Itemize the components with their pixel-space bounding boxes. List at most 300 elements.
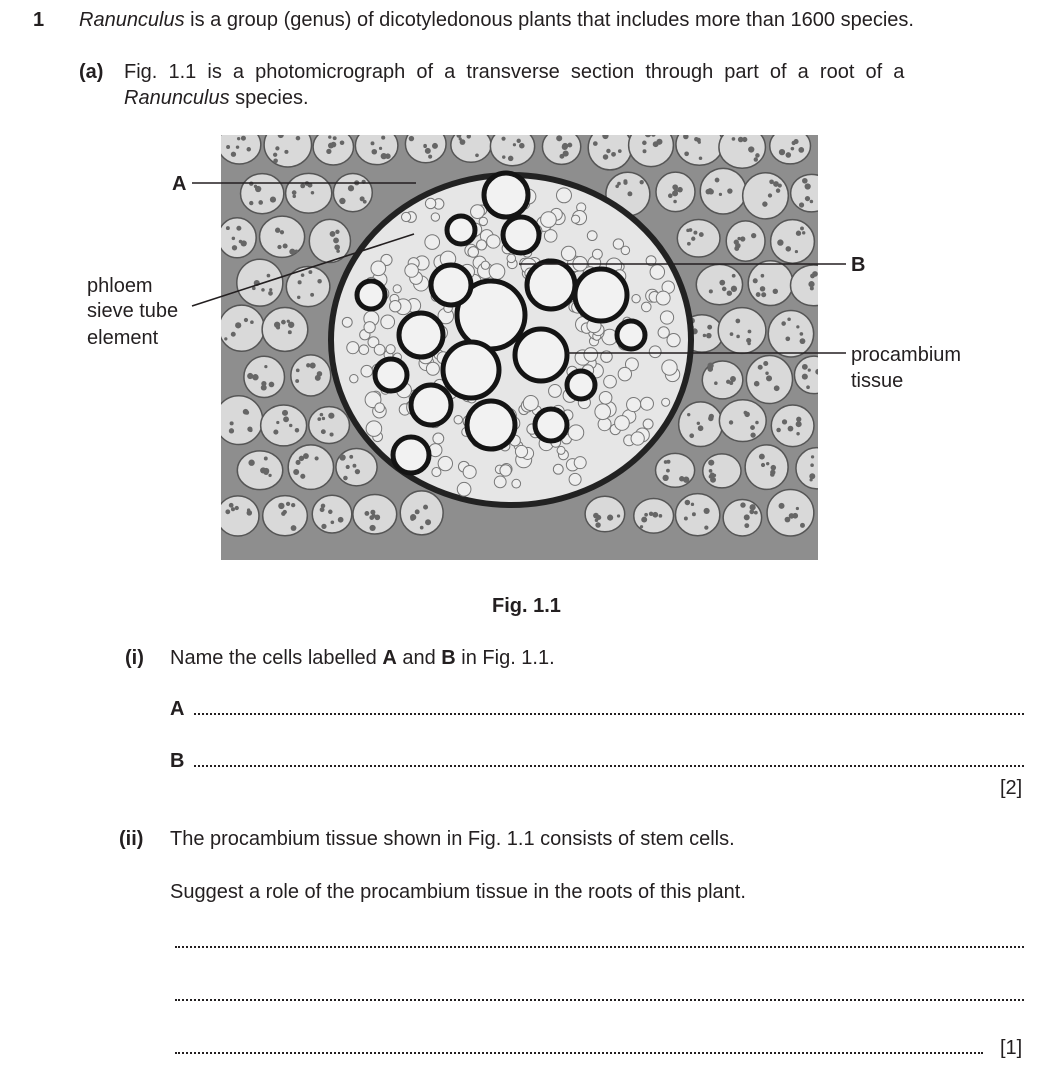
small-cell — [627, 398, 641, 412]
starch-grain — [802, 374, 808, 380]
starch-grain — [607, 515, 613, 521]
starch-grain — [340, 140, 345, 145]
answer-line-a[interactable] — [194, 713, 1024, 715]
starch-grain — [798, 147, 804, 153]
starch-grain — [379, 147, 382, 150]
starch-grain — [336, 249, 340, 253]
starch-grain — [684, 151, 689, 156]
small-cell — [366, 421, 382, 437]
cortex-cell — [263, 496, 308, 536]
starch-grain — [268, 291, 273, 296]
starch-grain — [699, 157, 703, 161]
starch-grain — [252, 287, 256, 291]
starch-grain — [786, 246, 792, 252]
starch-grain — [415, 509, 420, 514]
starch-grain — [425, 148, 431, 154]
starch-grain — [362, 180, 366, 184]
starch-grain — [459, 137, 462, 140]
starch-grain — [761, 463, 765, 467]
starch-grain — [595, 518, 599, 522]
answer-a-label: A — [170, 698, 185, 720]
starch-grain — [736, 335, 740, 339]
starch-grain — [296, 460, 301, 465]
part-ii-line1: The procambium tissue shown in Fig. 1.1 consists of stem cells. — [170, 828, 735, 850]
starch-grain — [642, 141, 647, 146]
starch-grain — [785, 336, 790, 341]
starch-grain — [283, 416, 289, 422]
part-a-line2 — [124, 86, 309, 110]
starch-grain — [567, 143, 572, 148]
small-cell — [572, 215, 580, 223]
xylem-vessel — [443, 342, 499, 398]
starch-grain — [740, 236, 745, 241]
xylem-vessel — [399, 313, 443, 357]
starch-grain — [809, 473, 815, 479]
starch-grain — [808, 369, 811, 372]
starch-grain — [808, 281, 814, 287]
starch-grain — [693, 231, 697, 235]
small-cell — [463, 465, 476, 478]
small-cell — [618, 367, 631, 380]
starch-grain — [792, 513, 798, 519]
starch-grain — [698, 141, 701, 144]
starch-grain — [643, 149, 647, 153]
starch-grain — [423, 505, 428, 510]
xylem-vessel — [411, 385, 451, 425]
starch-grain — [425, 519, 431, 525]
small-cell — [371, 261, 386, 276]
xylem-vessel — [393, 437, 429, 473]
starch-grain — [508, 156, 513, 161]
part-a-label: (a) — [79, 61, 104, 83]
starch-grain — [229, 503, 234, 508]
starch-grain — [232, 237, 235, 240]
starch-grain — [241, 136, 246, 141]
starch-grain — [653, 141, 659, 147]
small-cell — [386, 345, 395, 354]
starch-grain — [252, 374, 258, 380]
cortex-cell — [237, 451, 282, 490]
starch-grain — [750, 425, 755, 430]
small-cell — [342, 317, 352, 327]
label-phloem-line1: phloem — [87, 275, 153, 297]
xylem-vessel — [467, 401, 515, 449]
starch-grain — [296, 136, 301, 141]
starch-grain — [692, 512, 696, 516]
label-phloem-line3: element — [87, 327, 159, 349]
starch-grain — [714, 381, 718, 385]
starch-grain — [800, 226, 804, 230]
starch-grain — [247, 373, 253, 379]
starch-grain — [303, 453, 309, 459]
starch-grain — [231, 152, 236, 157]
starch-grain — [796, 417, 801, 422]
small-cell — [487, 235, 500, 248]
starch-grain — [260, 467, 266, 473]
xylem-vessel — [515, 329, 567, 381]
cortex-cell — [767, 489, 814, 536]
cortex-cell — [726, 221, 765, 261]
cortex-cell — [288, 445, 333, 489]
part-ii-label: (ii) — [119, 828, 144, 850]
small-cell — [553, 464, 563, 474]
starch-grain — [226, 226, 230, 230]
starch-grain — [247, 510, 253, 516]
answer-line-ii-3[interactable] — [175, 1052, 983, 1054]
starch-grain — [420, 526, 424, 530]
starch-grain — [737, 237, 740, 240]
starch-grain — [281, 320, 286, 325]
starch-grain — [301, 273, 305, 277]
answer-line-ii-1[interactable] — [175, 946, 1024, 948]
small-cell — [632, 294, 640, 302]
starch-grain — [292, 195, 296, 199]
starch-grain — [785, 517, 791, 523]
starch-grain — [317, 417, 321, 421]
starch-grain — [754, 381, 760, 387]
starch-grain — [640, 525, 643, 528]
cortex-cell — [262, 308, 308, 352]
small-cell — [656, 291, 670, 305]
part-ii-line2: Suggest a role of the procambium tissue in the roots of this plant. — [170, 881, 746, 903]
starch-grain — [475, 153, 479, 157]
answer-line-ii-2[interactable] — [175, 999, 1024, 1001]
starch-grain — [802, 178, 808, 184]
starch-grain — [677, 187, 683, 193]
starch-grain — [291, 503, 295, 507]
starch-grain — [295, 250, 298, 253]
starch-grain — [346, 465, 350, 469]
starch-grain — [364, 511, 369, 516]
starch-grain — [755, 421, 759, 425]
cortex-cell — [675, 494, 719, 536]
starch-grain — [758, 365, 763, 370]
starch-grain — [777, 239, 783, 245]
label-procambium-line1: procambium — [851, 344, 962, 366]
cortex-cell — [490, 135, 534, 166]
starch-grain — [805, 183, 811, 189]
starch-grain — [755, 153, 760, 158]
starch-grain — [254, 280, 260, 286]
starch-grain — [699, 232, 704, 237]
cortex-cell — [770, 135, 811, 164]
starch-grain — [315, 375, 321, 381]
small-cell — [604, 375, 617, 388]
small-cell — [660, 311, 673, 324]
marks-part-i: [2] — [1000, 777, 1023, 799]
cortex-cell — [241, 174, 284, 214]
starch-grain — [372, 514, 376, 518]
starch-grain — [423, 144, 427, 148]
starch-grain — [666, 469, 670, 473]
starch-grain — [432, 143, 438, 149]
small-cell — [489, 264, 505, 280]
xylem-vessel — [535, 409, 567, 441]
starch-grain — [810, 463, 814, 467]
starch-grain — [666, 460, 670, 464]
small-cell — [601, 351, 613, 363]
starch-grain — [280, 230, 284, 234]
starch-grain — [320, 413, 324, 417]
small-cell — [587, 231, 597, 241]
starch-grain — [289, 424, 292, 427]
starch-grain — [729, 420, 733, 424]
starch-grain — [719, 193, 722, 196]
starch-grain — [241, 240, 247, 246]
starch-grain — [744, 514, 750, 520]
small-cell — [479, 217, 487, 225]
label-a: A — [172, 173, 187, 195]
starch-grain — [339, 454, 345, 460]
small-cell — [641, 397, 654, 410]
starch-grain — [689, 433, 694, 438]
starch-grain — [765, 372, 768, 375]
starch-grain — [769, 179, 774, 184]
starch-grain — [371, 141, 375, 145]
starch-grain — [237, 137, 240, 140]
starch-grain — [320, 507, 325, 512]
cortex-cell — [451, 135, 491, 162]
starch-grain — [235, 506, 239, 510]
small-cell — [621, 246, 629, 254]
starch-grain — [292, 190, 297, 195]
starch-grain — [744, 412, 749, 417]
starch-grain — [796, 231, 801, 236]
starch-grain — [283, 243, 288, 248]
starch-grain — [800, 338, 806, 344]
starch-grain — [704, 508, 710, 514]
starch-grain — [770, 470, 775, 475]
starch-grain — [713, 474, 716, 477]
figure-caption: Fig. 1.1 — [492, 595, 561, 617]
starch-grain — [300, 474, 305, 479]
starch-grain — [231, 507, 235, 511]
starch-grain — [385, 153, 391, 159]
starch-grain — [296, 368, 300, 372]
small-cell — [494, 476, 506, 488]
starch-grain — [310, 293, 314, 297]
starch-grain — [360, 196, 365, 201]
starch-grain — [732, 137, 736, 141]
starch-grain — [291, 525, 297, 531]
starch-grain — [617, 514, 620, 517]
starch-grain — [245, 410, 249, 414]
starch-grain — [334, 244, 340, 250]
starch-grain — [731, 286, 737, 292]
starch-grain — [255, 186, 261, 192]
answer-line-b[interactable] — [194, 765, 1024, 767]
starch-grain — [247, 427, 252, 432]
starch-grain — [288, 322, 294, 328]
small-cell — [500, 465, 511, 476]
starch-grain — [659, 514, 663, 518]
starch-grain — [732, 274, 736, 278]
cortex-cell — [771, 405, 814, 447]
starch-grain — [611, 152, 616, 157]
cortex-cell — [771, 220, 815, 264]
photomicrograph — [221, 135, 818, 560]
starch-grain — [672, 184, 678, 190]
starch-grain — [322, 417, 325, 420]
small-cell — [557, 446, 565, 454]
starch-grain — [311, 191, 314, 194]
starch-grain — [326, 149, 331, 154]
starch-grain — [786, 152, 792, 158]
small-cell — [643, 419, 653, 429]
small-cell — [573, 257, 587, 271]
starch-grain — [799, 202, 804, 207]
starch-grain — [330, 432, 334, 436]
starch-grain — [708, 460, 714, 466]
starch-grain — [691, 503, 694, 506]
starch-grain — [502, 155, 505, 158]
starch-grain — [756, 292, 761, 297]
starch-grain — [768, 193, 772, 197]
starch-grain — [519, 143, 525, 149]
starch-grain — [283, 510, 287, 514]
cortex-cell — [221, 218, 256, 258]
starch-grain — [268, 474, 271, 477]
starch-grain — [307, 183, 312, 188]
starch-grain — [792, 141, 796, 145]
starch-grain — [761, 292, 766, 297]
small-cell — [468, 247, 479, 258]
starch-grain — [684, 517, 688, 521]
answer-b-label: B — [170, 750, 185, 772]
starch-grain — [776, 428, 781, 433]
starch-grain — [779, 149, 785, 155]
starch-grain — [750, 432, 755, 437]
starch-grain — [273, 153, 277, 157]
cortex-cell — [221, 305, 264, 351]
starch-grain — [338, 517, 344, 523]
small-cell — [556, 188, 571, 203]
small-cell — [359, 345, 369, 355]
starch-grain — [369, 525, 375, 531]
starch-grain — [428, 155, 432, 159]
starch-grain — [806, 385, 810, 389]
starch-grain — [224, 337, 227, 340]
starch-grain — [673, 200, 677, 204]
starch-grain — [644, 513, 648, 517]
starch-grain — [288, 330, 292, 334]
starch-grain — [232, 245, 237, 250]
starch-grain — [249, 181, 253, 185]
species-genus: Ranunculus — [124, 87, 230, 109]
starch-grain — [563, 151, 569, 157]
starch-grain — [270, 197, 276, 203]
starch-grain — [286, 502, 290, 506]
small-cell — [390, 300, 401, 311]
starch-grain — [308, 270, 312, 274]
small-cell — [584, 348, 598, 362]
starch-grain — [698, 425, 704, 431]
cortex-cell — [309, 219, 350, 262]
root-cross-section-image — [221, 135, 818, 560]
starch-grain — [328, 135, 331, 138]
starch-grain — [800, 523, 805, 528]
small-cell — [477, 240, 487, 250]
starch-grain — [754, 157, 758, 161]
starch-grain — [273, 158, 278, 163]
starch-grain — [562, 143, 568, 149]
starch-grain — [791, 147, 795, 151]
starch-grain — [674, 189, 678, 193]
starch-grain — [293, 469, 299, 475]
cortex-cell — [221, 496, 259, 536]
starch-grain — [310, 363, 316, 369]
starch-grain — [273, 429, 278, 434]
small-cell — [561, 246, 575, 260]
cortex-cell — [286, 267, 330, 307]
starch-grain — [603, 154, 609, 160]
part-i-bold-b: B — [441, 647, 456, 669]
small-cell — [650, 265, 664, 279]
starch-grain — [810, 274, 815, 279]
starch-grain — [348, 185, 354, 191]
small-cell — [631, 432, 644, 445]
starch-grain — [708, 416, 713, 421]
starch-grain — [334, 240, 337, 243]
starch-grain — [748, 146, 754, 152]
small-cell — [481, 261, 489, 269]
small-cell — [361, 365, 373, 377]
starch-grain — [788, 426, 794, 432]
small-cell — [347, 342, 359, 354]
starch-grain — [787, 317, 791, 321]
starch-grain — [618, 149, 622, 153]
starch-grain — [354, 180, 359, 185]
starch-grain — [652, 512, 658, 518]
starch-grain — [709, 289, 713, 293]
starch-grain — [517, 139, 521, 143]
small-cell — [438, 456, 452, 470]
starch-grain — [593, 513, 599, 519]
starch-grain — [328, 143, 334, 149]
cortex-cell — [237, 259, 283, 306]
starch-grain — [229, 428, 234, 433]
starch-grain — [330, 231, 336, 237]
starch-grain — [276, 421, 279, 424]
small-cell — [432, 468, 441, 477]
label-phloem-line2: sieve tube — [87, 300, 179, 322]
starch-grain — [744, 523, 749, 528]
starch-grain — [795, 250, 798, 253]
starch-grain — [782, 419, 787, 424]
small-cell — [431, 213, 439, 221]
starch-grain — [236, 145, 239, 148]
starch-grain — [776, 188, 780, 192]
starch-grain — [328, 510, 333, 515]
small-cell — [375, 403, 385, 413]
starch-grain — [225, 509, 230, 514]
starch-grain — [687, 242, 691, 246]
part-i-bold-a: A — [382, 647, 397, 669]
starch-grain — [753, 278, 758, 283]
starch-grain — [719, 280, 725, 286]
starch-grain — [339, 198, 345, 204]
starch-grain — [740, 502, 745, 507]
starch-grain — [381, 136, 385, 140]
starch-grain — [501, 137, 505, 141]
xylem-vessel — [617, 321, 645, 349]
starch-grain — [264, 457, 268, 461]
xylem-vessel — [431, 265, 471, 305]
starch-grain — [729, 381, 733, 385]
small-cell — [512, 479, 521, 488]
starch-grain — [295, 379, 299, 383]
cortex-cell — [703, 454, 741, 488]
